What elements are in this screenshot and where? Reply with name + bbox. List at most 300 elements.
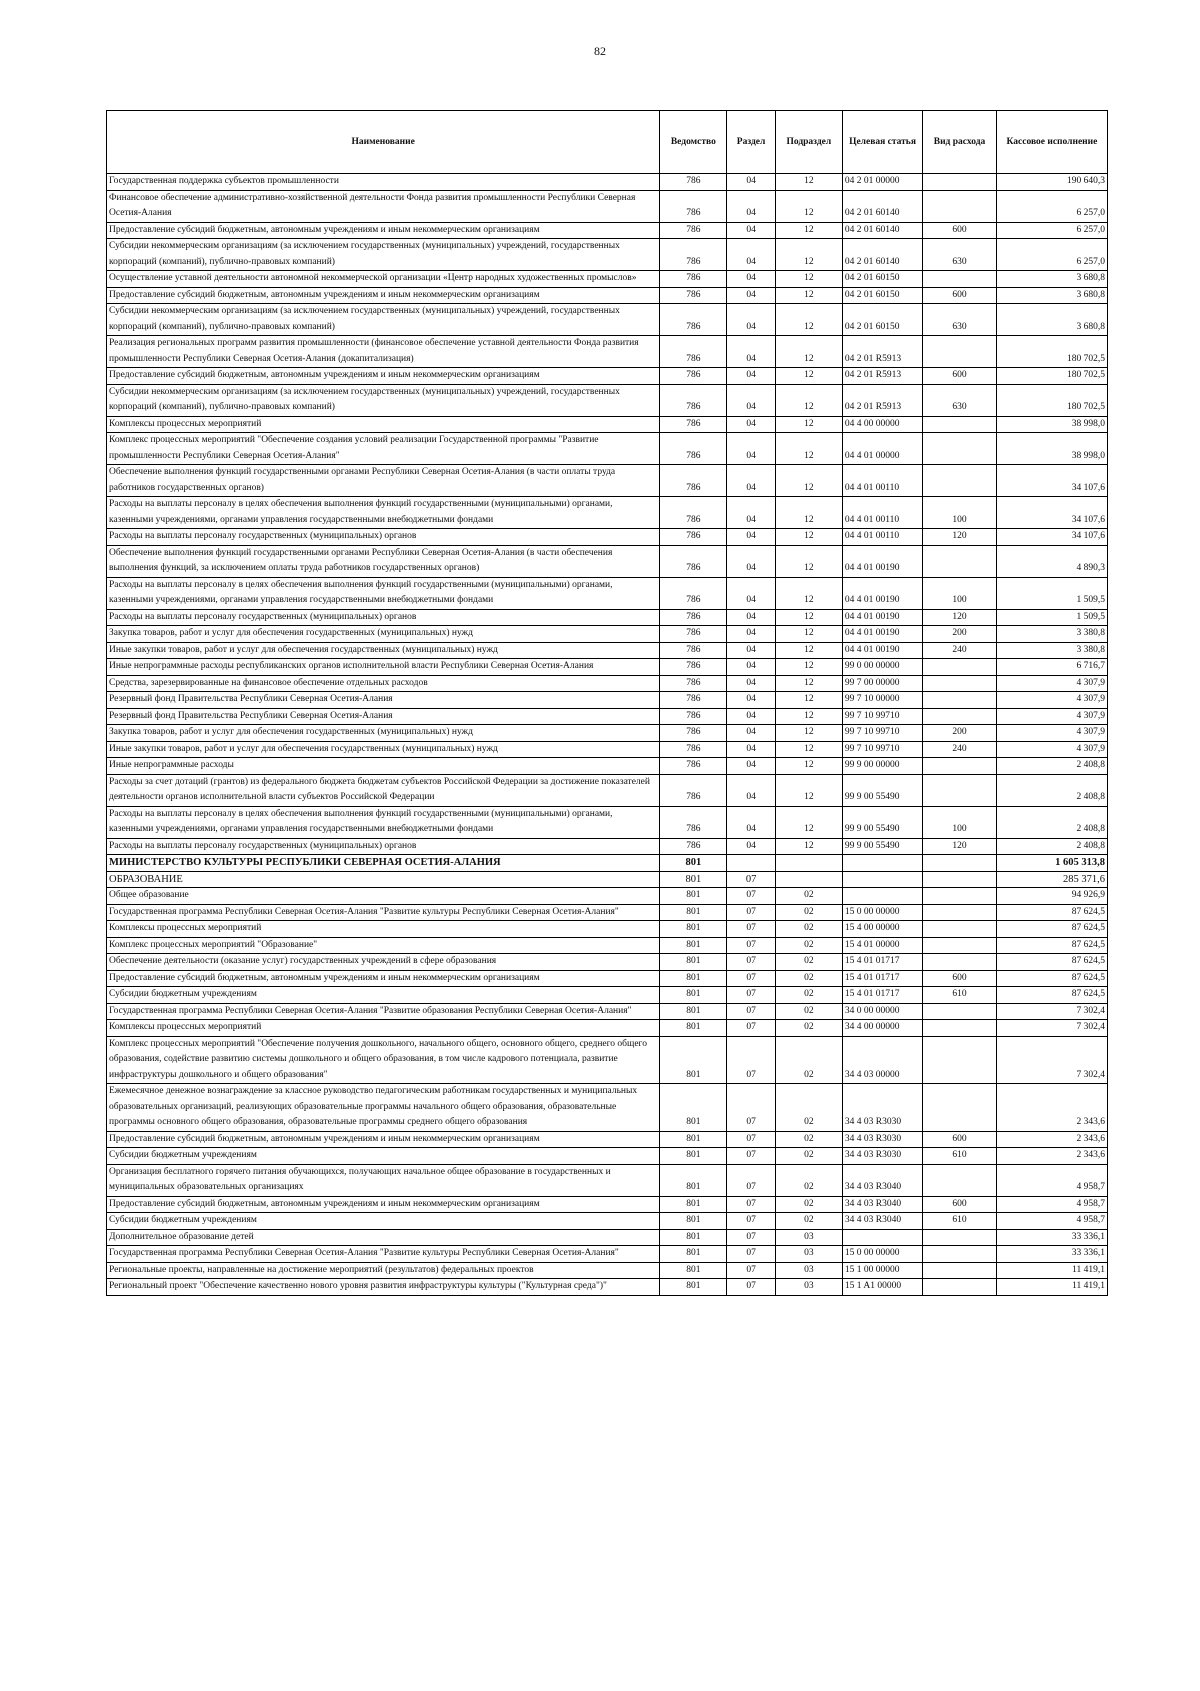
row-amount-cell: 7 302,4 — [996, 1036, 1107, 1084]
row-target-article-cell: 34 4 03 R3040 — [842, 1164, 922, 1196]
row-target-article-cell: 15 4 00 00000 — [842, 921, 922, 938]
row-name-cell: Комплексы процессных мероприятий — [107, 1020, 660, 1037]
row-vedomstvo-cell: 801 — [660, 987, 727, 1004]
row-amount-cell: 34 107,6 — [996, 497, 1107, 529]
row-podrazdel-cell: 12 — [775, 465, 842, 497]
row-razdel-cell: 04 — [727, 190, 775, 222]
table-row — [107, 577, 1108, 609]
row-podrazdel-cell: 12 — [775, 708, 842, 725]
row-podrazdel-cell: 12 — [775, 692, 842, 709]
row-razdel-cell: 07 — [727, 1229, 775, 1246]
row-podrazdel-cell: 02 — [775, 1131, 842, 1148]
row-amount-cell: 94 926,9 — [996, 888, 1107, 905]
row-name-cell: Субсидии некоммерческим организациям (за исключением государственных (муниципальных) учреждений, государственных корпораций (компаний), публично-правовых компаний) — [107, 384, 660, 416]
row-vedomstvo-cell: 801 — [660, 855, 727, 872]
row-target-article-cell: 99 9 00 00000 — [842, 758, 922, 775]
row-razdel-cell: 04 — [727, 465, 775, 497]
row-razdel-cell: 07 — [727, 904, 775, 921]
row-name-cell: Иные закупки товаров, работ и услуг для обеспечения государственных (муниципальных) нужд — [107, 741, 660, 758]
row-vedomstvo-cell: 786 — [660, 271, 727, 288]
row-razdel-cell: 04 — [727, 626, 775, 643]
row-podrazdel-cell: 12 — [775, 529, 842, 546]
row-podrazdel-cell: 02 — [775, 970, 842, 987]
row-target-article-cell: 04 4 01 00110 — [842, 497, 922, 529]
row-amount-cell: 4 958,7 — [996, 1164, 1107, 1196]
row-target-article-cell: 34 4 03 00000 — [842, 1036, 922, 1084]
table-row — [107, 497, 1108, 529]
row-target-article-cell: 34 4 03 R3030 — [842, 1148, 922, 1165]
table-row — [107, 1262, 1108, 1279]
row-amount-cell: 1 509,5 — [996, 577, 1107, 609]
row-vedomstvo-cell: 801 — [660, 1262, 727, 1279]
table-row — [107, 304, 1108, 336]
table-row — [107, 1279, 1108, 1296]
row-name-cell: Субсидии бюджетным учреждениям — [107, 987, 660, 1004]
row-expense-type-cell: 610 — [923, 987, 997, 1004]
row-name-cell: Иные непрограммные расходы — [107, 758, 660, 775]
row-vedomstvo-cell: 801 — [660, 970, 727, 987]
row-name-cell: Предоставление субсидий бюджетным, автономным учреждениям и иным некоммерческим организациям — [107, 368, 660, 385]
row-target-article-cell: 34 4 03 R3040 — [842, 1213, 922, 1230]
row-target-article-cell: 04 4 01 00000 — [842, 433, 922, 465]
row-podrazdel-cell: 12 — [775, 577, 842, 609]
row-name-cell: Расходы на выплаты персоналу государственных (муниципальных) органов — [107, 838, 660, 855]
row-amount-cell: 2 408,8 — [996, 758, 1107, 775]
row-expense-type-cell — [923, 1164, 997, 1196]
row-vedomstvo-cell: 801 — [660, 954, 727, 971]
row-name-cell: Субсидии некоммерческим организациям (за исключением государственных (муниципальных) учреждений, государственных корпораций (компаний), публично-правовых компаний) — [107, 304, 660, 336]
row-name-cell: Расходы за счет дотаций (грантов) из федерального бюджета бюджетам субъектов Российской Федерации за достижение показателей деятельности органов исполнительной власти субъектов Российской Федерации — [107, 774, 660, 806]
row-name-cell: Государственная программа Республики Северная Осетия-Алания "Развитие культуры Республики Северная Осетия-Алания" — [107, 904, 660, 921]
row-vedomstvo-cell: 801 — [660, 1246, 727, 1263]
row-name-cell: Финансовое обеспечение административно-хозяйственной деятельности Фонда развития промышленности Республики Северная Осетия-Алания — [107, 190, 660, 222]
table-row — [107, 1213, 1108, 1230]
row-amount-cell: 38 998,0 — [996, 433, 1107, 465]
row-vedomstvo-cell: 801 — [660, 1148, 727, 1165]
row-vedomstvo-cell: 801 — [660, 937, 727, 954]
row-razdel-cell: 04 — [727, 368, 775, 385]
row-expense-type-cell — [923, 708, 997, 725]
row-amount-cell: 87 624,5 — [996, 970, 1107, 987]
row-amount-cell: 4 958,7 — [996, 1196, 1107, 1213]
row-podrazdel-cell: 02 — [775, 1196, 842, 1213]
row-podrazdel-cell: 12 — [775, 774, 842, 806]
row-vedomstvo-cell: 801 — [660, 921, 727, 938]
row-expense-type-cell — [923, 336, 997, 368]
table-row — [107, 222, 1108, 239]
row-vedomstvo-cell: 786 — [660, 174, 727, 191]
row-target-article-cell: 04 4 01 00190 — [842, 545, 922, 577]
row-podrazdel-cell: 12 — [775, 174, 842, 191]
row-name-cell: Средства, зарезервированные на финансовое обеспечение отдельных расходов — [107, 675, 660, 692]
row-expense-type-cell: 200 — [923, 626, 997, 643]
row-name-cell: Предоставление субсидий бюджетным, автономным учреждениям и иным некоммерческим организациям — [107, 1196, 660, 1213]
row-amount-cell: 4 307,9 — [996, 725, 1107, 742]
row-podrazdel-cell: 03 — [775, 1229, 842, 1246]
row-name-cell: Закупка товаров, работ и услуг для обеспечения государственных (муниципальных) нужд — [107, 725, 660, 742]
row-amount-cell: 2 343,6 — [996, 1148, 1107, 1165]
row-name-cell: Государственная программа Республики Северная Осетия-Алания "Развитие культуры Республики Северная Осетия-Алания" — [107, 1246, 660, 1263]
row-amount-cell: 3 380,8 — [996, 642, 1107, 659]
row-name-cell: Общее образование — [107, 888, 660, 905]
row-razdel-cell: 04 — [727, 659, 775, 676]
row-razdel-cell: 07 — [727, 1246, 775, 1263]
row-razdel-cell: 04 — [727, 304, 775, 336]
row-amount-cell: 7 302,4 — [996, 1003, 1107, 1020]
row-vedomstvo-cell: 786 — [660, 692, 727, 709]
header-expense-type: Вид расхода — [923, 111, 997, 174]
table-row — [107, 529, 1108, 546]
table-row — [107, 987, 1108, 1004]
row-podrazdel-cell: 12 — [775, 497, 842, 529]
row-amount-cell: 3 680,8 — [996, 304, 1107, 336]
row-expense-type-cell — [923, 888, 997, 905]
table-row — [107, 190, 1108, 222]
row-expense-type-cell — [923, 1229, 997, 1246]
row-target-article-cell: 99 9 00 55490 — [842, 838, 922, 855]
row-podrazdel-cell: 12 — [775, 239, 842, 271]
row-podrazdel-cell: 12 — [775, 287, 842, 304]
row-podrazdel-cell — [775, 871, 842, 888]
row-target-article-cell: 15 4 01 01717 — [842, 987, 922, 1004]
row-amount-cell: 4 307,9 — [996, 741, 1107, 758]
row-podrazdel-cell: 02 — [775, 1020, 842, 1037]
table-row — [107, 675, 1108, 692]
row-target-article-cell: 04 4 01 00110 — [842, 465, 922, 497]
row-expense-type-cell: 120 — [923, 609, 997, 626]
table-row — [107, 287, 1108, 304]
row-razdel-cell: 04 — [727, 642, 775, 659]
row-amount-cell: 180 702,5 — [996, 368, 1107, 385]
table-row — [107, 545, 1108, 577]
table-row — [107, 838, 1108, 855]
row-amount-cell: 2 343,6 — [996, 1131, 1107, 1148]
table-row — [107, 433, 1108, 465]
row-razdel-cell: 07 — [727, 1003, 775, 1020]
row-razdel-cell: 04 — [727, 529, 775, 546]
row-expense-type-cell: 610 — [923, 1148, 997, 1165]
row-amount-cell: 87 624,5 — [996, 904, 1107, 921]
row-expense-type-cell: 600 — [923, 368, 997, 385]
row-expense-type-cell — [923, 545, 997, 577]
row-name-cell: Расходы на выплаты персоналу в целях обеспечения выполнения функций государственными (муниципальными) органами, казенными учреждениями, органами управления государственными внебюджетными фондами — [107, 577, 660, 609]
row-expense-type-cell — [923, 921, 997, 938]
row-vedomstvo-cell: 786 — [660, 577, 727, 609]
row-razdel-cell: 07 — [727, 1279, 775, 1296]
table-row — [107, 888, 1108, 905]
row-target-article-cell: 04 4 01 00190 — [842, 609, 922, 626]
row-amount-cell: 11 419,1 — [996, 1262, 1107, 1279]
table-row — [107, 174, 1108, 191]
row-podrazdel-cell: 03 — [775, 1279, 842, 1296]
row-expense-type-cell: 610 — [923, 1213, 997, 1230]
row-podrazdel-cell: 12 — [775, 190, 842, 222]
table-row — [107, 692, 1108, 709]
row-podrazdel-cell: 12 — [775, 675, 842, 692]
table-row — [107, 416, 1108, 433]
row-amount-cell: 180 702,5 — [996, 336, 1107, 368]
row-vedomstvo-cell: 786 — [660, 287, 727, 304]
row-podrazdel-cell: 12 — [775, 642, 842, 659]
row-amount-cell: 6 257,0 — [996, 222, 1107, 239]
row-razdel-cell: 04 — [727, 758, 775, 775]
row-razdel-cell: 04 — [727, 222, 775, 239]
row-podrazdel-cell: 12 — [775, 838, 842, 855]
row-target-article-cell: 15 0 00 00000 — [842, 904, 922, 921]
row-name-cell: Комплекс процессных мероприятий "Образование" — [107, 937, 660, 954]
row-amount-cell: 34 107,6 — [996, 465, 1107, 497]
row-podrazdel-cell: 12 — [775, 304, 842, 336]
row-razdel-cell: 04 — [727, 271, 775, 288]
table-row — [107, 336, 1108, 368]
row-amount-cell: 87 624,5 — [996, 987, 1107, 1004]
row-razdel-cell: 07 — [727, 970, 775, 987]
row-razdel-cell: 04 — [727, 545, 775, 577]
row-expense-type-cell: 600 — [923, 970, 997, 987]
row-amount-cell: 87 624,5 — [996, 954, 1107, 971]
row-amount-cell: 87 624,5 — [996, 921, 1107, 938]
row-name-cell: Расходы на выплаты персоналу государственных (муниципальных) органов — [107, 529, 660, 546]
row-razdel-cell: 04 — [727, 675, 775, 692]
table-row — [107, 1196, 1108, 1213]
row-vedomstvo-cell: 786 — [660, 741, 727, 758]
row-expense-type-cell — [923, 1262, 997, 1279]
page-number: 82 — [594, 44, 606, 58]
row-expense-type-cell: 240 — [923, 642, 997, 659]
row-vedomstvo-cell: 786 — [660, 433, 727, 465]
row-razdel-cell: 04 — [727, 806, 775, 838]
row-name-cell: Реализация региональных программ развития промышленности (финансовое обеспечение уставной деятельности Фонда развития промышленности Республики Северная Осетия-Алания (докапитализация) — [107, 336, 660, 368]
row-target-article-cell: 04 2 01 R5913 — [842, 384, 922, 416]
row-amount-cell: 190 640,3 — [996, 174, 1107, 191]
row-name-cell: МИНИСТЕРСТВО КУЛЬТУРЫ РЕСПУБЛИКИ СЕВЕРНАЯ ОСЕТИЯ-АЛАНИЯ — [107, 855, 660, 872]
row-podrazdel-cell: 02 — [775, 904, 842, 921]
table-row — [107, 937, 1108, 954]
row-podrazdel-cell: 12 — [775, 626, 842, 643]
row-amount-cell: 4 307,9 — [996, 692, 1107, 709]
row-expense-type-cell: 600 — [923, 222, 997, 239]
row-podrazdel-cell — [775, 855, 842, 872]
row-amount-cell: 4 890,3 — [996, 545, 1107, 577]
row-name-cell: Закупка товаров, работ и услуг для обеспечения государственных (муниципальных) нужд — [107, 626, 660, 643]
row-amount-cell: 34 107,6 — [996, 529, 1107, 546]
row-target-article-cell: 34 4 03 R3030 — [842, 1131, 922, 1148]
row-podrazdel-cell: 02 — [775, 987, 842, 1004]
table-row — [107, 725, 1108, 742]
table-row — [107, 970, 1108, 987]
row-vedomstvo-cell: 801 — [660, 1213, 727, 1230]
row-name-cell: Субсидии некоммерческим организациям (за исключением государственных (муниципальных) учреждений, государственных корпораций (компаний), публично-правовых компаний) — [107, 239, 660, 271]
row-razdel-cell: 07 — [727, 888, 775, 905]
row-amount-cell: 3 680,8 — [996, 271, 1107, 288]
row-vedomstvo-cell: 786 — [660, 190, 727, 222]
header-target-article: Целевая статья — [842, 111, 922, 174]
row-target-article-cell: 04 2 01 60150 — [842, 287, 922, 304]
row-razdel-cell: 07 — [727, 1020, 775, 1037]
row-target-article-cell: 04 2 01 60140 — [842, 222, 922, 239]
row-amount-cell: 87 624,5 — [996, 937, 1107, 954]
row-vedomstvo-cell: 801 — [660, 888, 727, 905]
row-name-cell: Предоставление субсидий бюджетным, автономным учреждениям и иным некоммерческим организациям — [107, 222, 660, 239]
row-amount-cell: 2 408,8 — [996, 806, 1107, 838]
row-expense-type-cell — [923, 904, 997, 921]
row-podrazdel-cell: 12 — [775, 725, 842, 742]
row-vedomstvo-cell: 786 — [660, 659, 727, 676]
row-vedomstvo-cell: 786 — [660, 545, 727, 577]
row-expense-type-cell: 600 — [923, 1196, 997, 1213]
row-target-article-cell — [842, 855, 922, 872]
row-name-cell: ОБРАЗОВАНИЕ — [107, 871, 660, 888]
row-target-article-cell: 99 7 10 99710 — [842, 741, 922, 758]
row-vedomstvo-cell: 801 — [660, 1229, 727, 1246]
row-name-cell: Предоставление субсидий бюджетным, автономным учреждениям и иным некоммерческим организациям — [107, 1131, 660, 1148]
table-row — [107, 626, 1108, 643]
row-vedomstvo-cell: 786 — [660, 529, 727, 546]
row-name-cell: Государственная программа Республики Северная Осетия-Алания "Развитие образования Республики Северная Осетия-Алания" — [107, 1003, 660, 1020]
header-vedomstvo: Ведомство — [660, 111, 727, 174]
row-razdel-cell: 07 — [727, 921, 775, 938]
table-row — [107, 384, 1108, 416]
row-podrazdel-cell: 02 — [775, 1148, 842, 1165]
row-razdel-cell: 04 — [727, 725, 775, 742]
row-vedomstvo-cell: 801 — [660, 1131, 727, 1148]
row-razdel-cell: 04 — [727, 287, 775, 304]
row-podrazdel-cell: 12 — [775, 384, 842, 416]
table-row — [107, 806, 1108, 838]
row-amount-cell: 4 958,7 — [996, 1213, 1107, 1230]
row-target-article-cell: 04 4 01 00110 — [842, 529, 922, 546]
row-razdel-cell — [727, 855, 775, 872]
row-expense-type-cell: 100 — [923, 806, 997, 838]
row-target-article-cell: 99 7 10 99710 — [842, 708, 922, 725]
table-row — [107, 659, 1108, 676]
header-podrazdel: Подраздел — [775, 111, 842, 174]
row-expense-type-cell — [923, 675, 997, 692]
row-name-cell: Ежемесячное денежное вознаграждение за классное руководство педагогическим работникам государственных и муниципальных образовательных организаций, реализующих образовательные программы начального общего образования, образовательные программы основного общего образования, образовательные программы среднего общего образования — [107, 1084, 660, 1132]
row-target-article-cell: 34 0 00 00000 — [842, 1003, 922, 1020]
row-podrazdel-cell: 12 — [775, 433, 842, 465]
row-vedomstvo-cell: 786 — [660, 806, 727, 838]
table-row — [107, 871, 1108, 888]
row-expense-type-cell: 600 — [923, 287, 997, 304]
row-podrazdel-cell: 12 — [775, 368, 842, 385]
row-razdel-cell: 07 — [727, 871, 775, 888]
table-row — [107, 1148, 1108, 1165]
row-name-cell: Субсидии бюджетным учреждениям — [107, 1148, 660, 1165]
header-cash-execution: Кассовое исполнение — [996, 111, 1107, 174]
row-podrazdel-cell: 02 — [775, 888, 842, 905]
table-row — [107, 1246, 1108, 1263]
row-name-cell: Расходы на выплаты персоналу в целях обеспечения выполнения функций государственными (муниципальными) органами, казенными учреждениями, органами управления государственными внебюджетными фондами — [107, 497, 660, 529]
row-target-article-cell: 34 4 00 00000 — [842, 1020, 922, 1037]
row-target-article-cell: 99 9 00 55490 — [842, 774, 922, 806]
row-name-cell: Организация бесплатного горячего питания обучающихся, получающих начальное общее образование в государственных и муниципальных образовательных организациях — [107, 1164, 660, 1196]
row-vedomstvo-cell: 786 — [660, 465, 727, 497]
row-amount-cell: 38 998,0 — [996, 416, 1107, 433]
table-body — [107, 174, 1108, 1296]
row-vedomstvo-cell: 801 — [660, 1164, 727, 1196]
row-podrazdel-cell: 12 — [775, 758, 842, 775]
row-target-article-cell: 99 7 00 00000 — [842, 675, 922, 692]
row-vedomstvo-cell: 801 — [660, 1036, 727, 1084]
row-podrazdel-cell: 12 — [775, 741, 842, 758]
row-vedomstvo-cell: 786 — [660, 642, 727, 659]
row-vedomstvo-cell: 786 — [660, 336, 727, 368]
row-name-cell: Осуществление уставной деятельности автономной некоммерческой организации «Центр народных художественных промыслов» — [107, 271, 660, 288]
row-vedomstvo-cell: 801 — [660, 1003, 727, 1020]
row-vedomstvo-cell: 801 — [660, 904, 727, 921]
row-razdel-cell: 07 — [727, 1036, 775, 1084]
row-name-cell: Комплекс процессных мероприятий "Обеспечение получения дошкольного, начального общего, основного общего, среднего общего образования, содействие развитию системы дошкольного и общего образования, в том числе кадрового потенциала, развитие инфраструктуры дошкольного и общего образования" — [107, 1036, 660, 1084]
row-name-cell: Комплекс процессных мероприятий "Обеспечение создания условий реализации Государственной программы "Развитие промышленности Республики Северная Осетия-Алания" — [107, 433, 660, 465]
row-expense-type-cell: 120 — [923, 838, 997, 855]
table-row — [107, 954, 1108, 971]
row-target-article-cell — [842, 1229, 922, 1246]
row-name-cell: Региональные проекты, направленные на достижение мероприятий (результатов) федеральных проектов — [107, 1262, 660, 1279]
row-name-cell: Субсидии бюджетным учреждениям — [107, 1213, 660, 1230]
row-amount-cell: 7 302,4 — [996, 1020, 1107, 1037]
row-vedomstvo-cell: 786 — [660, 758, 727, 775]
row-podrazdel-cell: 02 — [775, 1084, 842, 1132]
row-target-article-cell: 15 1 A1 00000 — [842, 1279, 922, 1296]
row-podrazdel-cell: 02 — [775, 1003, 842, 1020]
row-razdel-cell: 07 — [727, 1164, 775, 1196]
row-name-cell: Предоставление субсидий бюджетным, автономным учреждениям и иным некоммерческим организациям — [107, 287, 660, 304]
header-razdel: Раздел — [727, 111, 775, 174]
row-razdel-cell: 04 — [727, 692, 775, 709]
row-podrazdel-cell: 12 — [775, 336, 842, 368]
row-target-article-cell: 34 4 03 R3030 — [842, 1084, 922, 1132]
row-podrazdel-cell: 02 — [775, 937, 842, 954]
row-target-article-cell: 99 7 10 99710 — [842, 725, 922, 742]
table-row — [107, 239, 1108, 271]
row-name-cell: Иные непрограммные расходы республиканских органов исполнительной власти Республики Северная Осетия-Алания — [107, 659, 660, 676]
row-razdel-cell: 04 — [727, 774, 775, 806]
row-expense-type-cell — [923, 774, 997, 806]
row-podrazdel-cell: 02 — [775, 954, 842, 971]
row-razdel-cell: 07 — [727, 954, 775, 971]
row-expense-type-cell — [923, 433, 997, 465]
row-target-article-cell: 15 0 00 00000 — [842, 1246, 922, 1263]
row-name-cell: Государственная поддержка субъектов промышленности — [107, 174, 660, 191]
row-amount-cell: 180 702,5 — [996, 384, 1107, 416]
row-vedomstvo-cell: 801 — [660, 1084, 727, 1132]
row-amount-cell: 6 716,7 — [996, 659, 1107, 676]
row-expense-type-cell: 100 — [923, 497, 997, 529]
row-razdel-cell: 07 — [727, 1262, 775, 1279]
row-podrazdel-cell: 12 — [775, 416, 842, 433]
row-name-cell: Комплексы процессных мероприятий — [107, 921, 660, 938]
row-razdel-cell: 07 — [727, 937, 775, 954]
row-vedomstvo-cell: 786 — [660, 774, 727, 806]
row-name-cell: Обеспечение выполнения функций государственными органами Республики Северная Осетия-Алания (в части обеспечения выполнения функций, за исключением оплаты труда работников государственных органов) — [107, 545, 660, 577]
row-target-article-cell: 99 7 10 00000 — [842, 692, 922, 709]
row-amount-cell: 6 257,0 — [996, 190, 1107, 222]
table-row — [107, 1164, 1108, 1196]
row-name-cell: Обеспечение деятельности (оказание услуг) государственных учреждений в сфере образования — [107, 954, 660, 971]
row-vedomstvo-cell: 786 — [660, 368, 727, 385]
row-amount-cell: 2 408,8 — [996, 774, 1107, 806]
row-target-article-cell: 34 4 03 R3040 — [842, 1196, 922, 1213]
row-razdel-cell: 07 — [727, 1148, 775, 1165]
row-expense-type-cell — [923, 1003, 997, 1020]
row-target-article-cell: 15 4 01 01717 — [842, 970, 922, 987]
row-expense-type-cell — [923, 855, 997, 872]
table-row — [107, 1003, 1108, 1020]
row-vedomstvo-cell: 786 — [660, 725, 727, 742]
row-razdel-cell: 04 — [727, 497, 775, 529]
table-row — [107, 855, 1108, 872]
